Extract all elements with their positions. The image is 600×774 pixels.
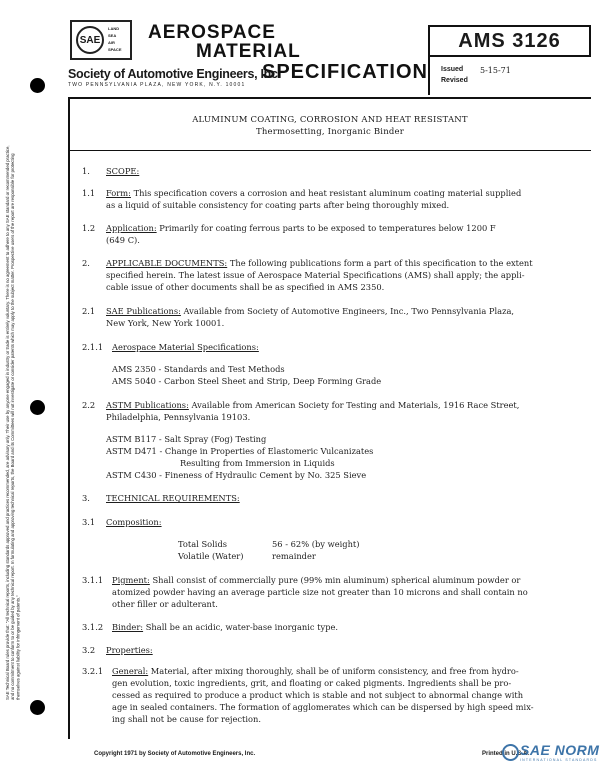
section-number: 1.1 bbox=[82, 188, 96, 198]
header-aerospace: AEROSPACE bbox=[148, 22, 276, 43]
section-number: 2. bbox=[82, 258, 90, 268]
sae-logo-lines bbox=[108, 25, 121, 53]
revised-label: Revised bbox=[441, 77, 468, 84]
section-number: 1. bbox=[82, 166, 90, 176]
paragraph-text: Material, after mixing thoroughly, shall be of uniform consistency, and free from hydro- bbox=[150, 666, 519, 676]
paragraph-text: This specification covers a corrosion and heat resistant aluminum coating material supplied bbox=[133, 188, 522, 198]
section-heading: Composition: bbox=[106, 517, 162, 527]
section-number: 1.2 bbox=[82, 223, 96, 233]
side-disclaimer: SAE Technical Board rules provide that: "All technical reports, including standards approved and practices recommended, are advisory only. Their use by anyone engaged in industry or trade is entirely voluntary. There is no agreement to adhere to any SAE standard or recommended practice, and no commitment to conform to or be guided by any technical report. In formulating and approving technical reports, the Board and its Committees will not investigate or consider patents which may apply to the subject matter. Prospective users of the report are responsible for protecting themselves against liability for infringement of patents." bbox=[5, 145, 21, 700]
paragraph-line: atomized powder having an average particle size not greater than 10 microns and shall contain no bbox=[112, 587, 528, 597]
watermark-logo: SAE NORM bbox=[520, 742, 600, 758]
paragraph-label: APPLICABLE DOCUMENTS: bbox=[106, 258, 228, 268]
header-specification: SPECIFICATION bbox=[262, 61, 428, 83]
society-name: Society of Automotive Engineers, Inc. bbox=[68, 67, 281, 81]
composition-label: Volatile (Water) bbox=[178, 551, 244, 561]
paragraph-text: Shall be an acidic, water-base inorganic type. bbox=[145, 622, 339, 632]
paragraph-label: General: bbox=[112, 666, 149, 676]
spec-box-divider bbox=[428, 57, 430, 95]
paragraph-line: as a liquid of suitable consistency for coating parts after being thoroughly mixed. bbox=[106, 200, 450, 210]
header-material: MATERIAL bbox=[196, 41, 301, 62]
paragraph-label: SAE Publications: bbox=[106, 306, 181, 316]
issued-label: Issued bbox=[441, 66, 464, 73]
paragraph-3-1-1 bbox=[112, 575, 590, 587]
section-heading: TECHNICAL REQUIREMENTS: bbox=[106, 493, 240, 503]
logo-line: SEA bbox=[108, 33, 117, 38]
logo-line: SPACE bbox=[108, 47, 122, 52]
section-number: 3.1.2 bbox=[82, 622, 104, 632]
paragraph-label: Aerospace Material Specifications: bbox=[112, 342, 259, 352]
logo-line: LAND bbox=[108, 26, 120, 31]
paragraph-3-2-1 bbox=[112, 666, 590, 678]
section-heading: Properties: bbox=[106, 645, 153, 655]
section-number: 2.1 bbox=[82, 306, 96, 316]
paragraph-1-2 bbox=[106, 223, 586, 235]
paragraph-label: Form: bbox=[106, 188, 131, 198]
paragraph-text: Available from Society of Automotive Engineers, Inc., Two Pennsylvania Plaza, bbox=[183, 306, 515, 316]
sae-logo bbox=[70, 20, 132, 60]
section-number: 2.2 bbox=[82, 400, 96, 410]
paragraph-2-1 bbox=[106, 306, 586, 318]
paragraph-label: Application: bbox=[106, 223, 157, 233]
doc-item: ASTM B117 - Salt Spray (Fog) Testing bbox=[106, 434, 267, 444]
spec-number: AMS 3126 bbox=[428, 25, 591, 57]
composition-value: 56 - 62% (by weight) bbox=[272, 539, 360, 549]
paragraph-text: Available from American Society for Testing and Materials, 1916 Race Street, bbox=[191, 400, 520, 410]
paragraph-text: Primarily for coating ferrous parts to be exposed to temperatures below 1200 F bbox=[159, 223, 496, 233]
paragraph-label: Pigment: bbox=[112, 575, 150, 585]
paragraph-1-1 bbox=[106, 188, 586, 200]
section-number: 3.2 bbox=[82, 645, 96, 655]
society-address: TWO PENNSYLVANIA PLAZA, NEW YORK, N.Y. 10001 bbox=[68, 82, 246, 88]
header-rule bbox=[68, 97, 591, 99]
section-number: 2.1.1 bbox=[82, 342, 104, 352]
logo-line: AIR bbox=[108, 40, 115, 45]
doc-item: Resulting from Immersion in Liquids bbox=[180, 458, 335, 468]
paragraph-line: cessed as required to produce a product which is stable and not subject to abnormal change with bbox=[112, 690, 524, 700]
paragraph-line: ing shall not be cause for rejection. bbox=[112, 714, 261, 724]
section-number: 3.2.1 bbox=[82, 666, 104, 676]
watermark-subtext: INTERNATIONAL STANDARDS bbox=[520, 758, 598, 762]
composition-value: remainder bbox=[272, 551, 316, 561]
section-number: 3. bbox=[82, 493, 90, 503]
paragraph-line: (649 C). bbox=[106, 235, 140, 245]
paragraph-3-1-2 bbox=[112, 622, 590, 634]
composition-label: Total Solids bbox=[178, 539, 228, 549]
paragraph-line: cable issue of other documents shall be as specified in AMS 2350. bbox=[106, 282, 385, 292]
paragraph-line: age in sealed containers. The formation of agglomerates which can be dispersed by high speed mix- bbox=[112, 702, 534, 712]
copyright-notice: Copyright 1971 by Society of Automotive Engineers, Inc. bbox=[94, 751, 256, 757]
sae-logo-letters: SAE bbox=[76, 26, 104, 54]
punch-hole-bottom bbox=[30, 700, 45, 715]
doc-item: ASTM D471 - Change in Properties of Elastomeric Vulcanizates bbox=[106, 446, 374, 456]
section-heading: SCOPE: bbox=[106, 166, 140, 176]
paragraph-line: Philadelphia, Pennsylvania 19103. bbox=[106, 412, 251, 422]
paragraph-label: Binder: bbox=[112, 622, 144, 632]
section-number: 3.1 bbox=[82, 517, 96, 527]
left-margin-rule bbox=[68, 99, 70, 739]
globe-icon bbox=[502, 744, 519, 761]
paragraph-label: ASTM Publications: bbox=[106, 400, 189, 410]
issued-date: 5-15-71 bbox=[480, 66, 511, 75]
paragraph-text: The following publications form a part of this specification to the extent bbox=[229, 258, 533, 268]
doc-item: AMS 5040 - Carbon Steel Sheet and Strip, Deep Forming Grade bbox=[112, 376, 382, 386]
doc-item: AMS 2350 - Standards and Test Methods bbox=[112, 364, 285, 374]
spec-subtitle: Thermosetting, Inorganic Binder bbox=[255, 127, 405, 137]
paragraph-2-2 bbox=[106, 400, 586, 412]
paragraph-line: specified herein. The latest issue of Aerospace Material Specifications (AMS) shall apply; the appli- bbox=[106, 270, 525, 280]
punch-hole-top bbox=[30, 78, 45, 93]
paragraph-line: other filler or adulterant. bbox=[112, 599, 218, 609]
paragraph-text: Shall consist of commercially pure (99% min aluminum) spherical aluminum powder or bbox=[152, 575, 521, 585]
paragraph-line: gen evolution, toxic ingredients, grit, and floating or caked pigments. Ingredients shall be pro- bbox=[112, 678, 512, 688]
printed-notice: Printed in U.S.A. bbox=[482, 751, 530, 757]
paragraph-2 bbox=[106, 258, 586, 270]
title-separator bbox=[70, 150, 591, 151]
spec-title: ALUMINUM COATING, CORROSION AND HEAT RESISTANT bbox=[192, 115, 468, 125]
doc-item: ASTM C430 - Fineness of Hydraulic Cement by No. 325 Sieve bbox=[106, 470, 367, 480]
section-number: 3.1.1 bbox=[82, 575, 104, 585]
paragraph-line: New York, New York 10001. bbox=[106, 318, 225, 328]
